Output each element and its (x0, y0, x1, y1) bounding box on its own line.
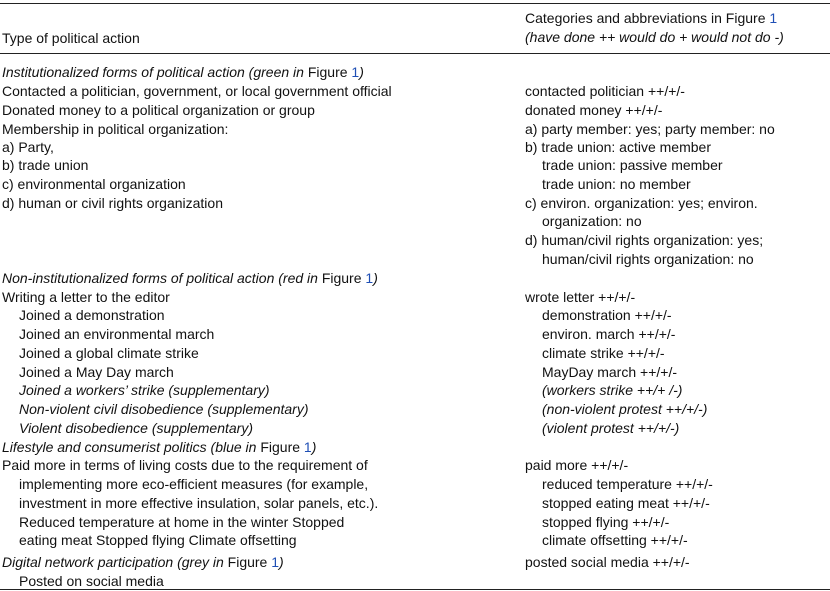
table-cell-left: Joined a workers’ strike (supplementary) (19, 382, 270, 398)
table-cell-right: organization: no (542, 213, 642, 229)
heading-suffix: ) (359, 64, 364, 80)
table-cell-right: MayDay march ++/+/- (542, 364, 677, 380)
header-left: Type of political action (2, 30, 140, 46)
heading-text: Institutionalized forms of political action (green in (2, 64, 308, 80)
table-cell-right: donated money ++/+/- (525, 102, 663, 118)
table-cell-right: c) environ. organization: yes; environ. (525, 195, 758, 211)
table-cell-left: Donated money to a political organization or group (2, 102, 315, 118)
heading-text: Lifestyle and consumerist politics (blue in (2, 439, 261, 455)
heading-text: Digital network participation (grey in (2, 554, 228, 570)
table-cell-left: b) trade union (2, 157, 89, 173)
table-cell-right: b) trade union: active member (525, 139, 711, 155)
heading-suffix: ) (279, 554, 284, 570)
table-cell-right: trade union: passive member (542, 157, 723, 173)
table-cell-right: (workers strike ++/+ /-) (542, 382, 683, 398)
figure-link[interactable]: 1 (271, 554, 280, 570)
header-right-line2: (have done ++ would do + would not do -) (525, 29, 784, 45)
figure-word: Figure (227, 554, 272, 570)
section-heading-digital (2, 553, 284, 571)
table-cell-left: investment in more effective insulation, solar panels, etc.). (19, 495, 379, 511)
table-cell-right: climate offsetting ++/+/- (542, 532, 688, 548)
table-cell-left: Violent disobedience (supplementary) (19, 420, 253, 436)
table-cell-right: stopped flying ++/+/- (542, 514, 670, 530)
table-cell-right: wrote letter ++/+/- (525, 289, 636, 305)
section-heading-noninstitutional (2, 269, 378, 287)
heading-suffix: ) (373, 270, 378, 286)
table-cell-left: Joined a May Day march (19, 364, 174, 380)
table-cell-right: human/civil rights organization: no (542, 251, 754, 267)
figure-link[interactable]: 1 (769, 10, 778, 26)
table-cell-left: Reduced temperature at home in the winter Stopped (19, 514, 345, 530)
heading-suffix: ) (311, 439, 317, 455)
table-cell-right: d) human/civil rights organization: yes; (525, 232, 764, 248)
heading-text: Non-institutionalized forms of political action (red in (2, 270, 322, 286)
table-cell-left: Paid more in terms of living costs due to the requirement of (2, 457, 368, 473)
table-cell-left: Joined an environmental march (19, 326, 215, 342)
table-cell-left: Joined a demonstration (19, 307, 165, 323)
table-cell-right: demonstration ++/+/- (542, 307, 672, 323)
table-cell-left: a) Party, (2, 139, 54, 155)
table-cell-right: environ. march ++/+/- (542, 326, 676, 342)
table-cell-right: reduced temperature ++/+/- (542, 476, 713, 492)
top-rule (0, 3, 830, 4)
figure-word: Figure (321, 270, 366, 286)
figure-link[interactable]: 1 (365, 270, 374, 286)
table-cell-right: climate strike ++/+/- (542, 345, 665, 361)
table-cell-left: d) human or civil rights organization (2, 195, 223, 211)
table-cell-right: contacted politician ++/+/- (525, 83, 685, 99)
figure-word: Figure (260, 439, 304, 455)
figure-link[interactable]: 1 (303, 439, 312, 455)
figure-word: Figure (307, 64, 352, 80)
table-cell-right: (violent protest ++/+/-) (542, 420, 680, 436)
table-cell-right: stopped eating meat ++/+/- (542, 495, 710, 511)
header-right-text: Categories and abbreviations in Figure (525, 10, 770, 26)
table-cell-left: Posted on social media (19, 573, 164, 589)
table-cell-left: Membership in political organization: (2, 121, 229, 137)
section-heading-institutional (2, 63, 364, 81)
table-cell-left: Writing a letter to the editor (2, 289, 170, 305)
table-cell-left: Joined a global climate strike (19, 345, 199, 361)
table-cell-right: paid more ++/+/- (525, 457, 629, 473)
table-cell-left: Non-violent civil disobedience (supplementary) (19, 401, 309, 417)
table-cell-left: Contacted a politician, government, or local government official (2, 83, 392, 99)
table-cell-right: trade union: no member (542, 176, 691, 192)
table-cell-right: posted social media ++/+/- (525, 554, 690, 570)
header-rule (0, 53, 830, 54)
table-cell-left: c) environmental organization (2, 176, 186, 192)
header-right-line1 (525, 9, 777, 27)
figure-link[interactable]: 1 (351, 64, 360, 80)
table-cell-right: a) party member: yes; party member: no (525, 121, 775, 137)
table-cell-right: (non-violent protest ++/+/-) (542, 401, 708, 417)
table-cell-left: implementing more eco-efficient measures (for example, (19, 476, 369, 492)
section-heading-lifestyle (2, 438, 316, 456)
table-cell-left: eating meat Stopped flying Climate offsetting (19, 532, 297, 548)
